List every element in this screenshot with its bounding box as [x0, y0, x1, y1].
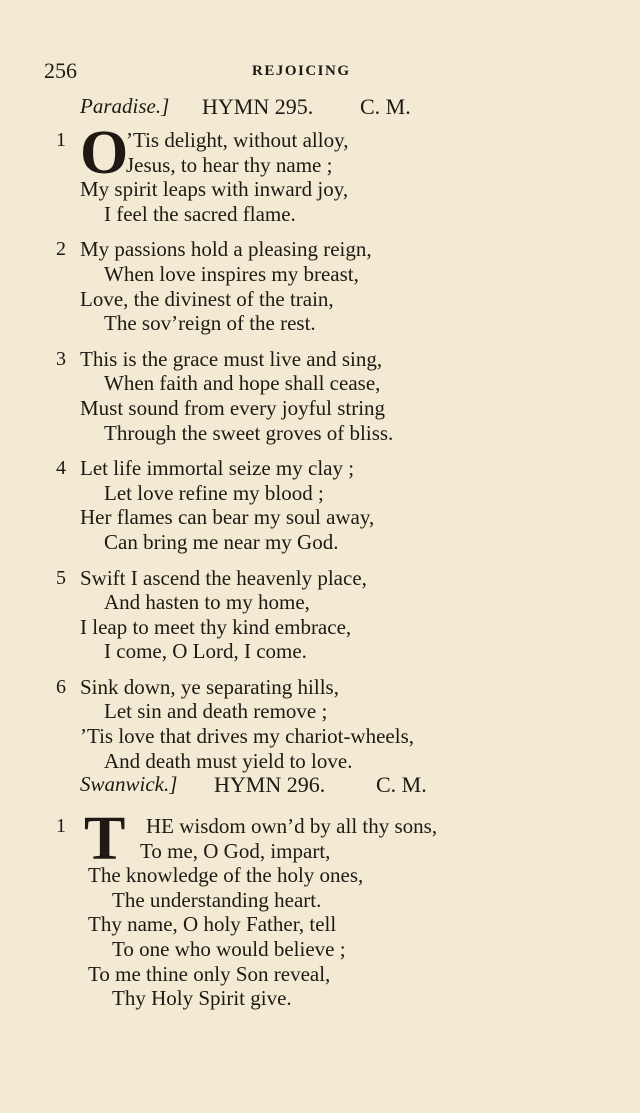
verse-line: The sov’reign of the rest. [104, 311, 316, 336]
stanza-number: 5 [56, 566, 66, 589]
verse-line: Sink down, ye separating hills, [80, 674, 339, 699]
verse-line: I leap to meet thy kind embrace, [80, 614, 352, 639]
verse-line: Let sin and death remove ; [104, 699, 328, 724]
verse-line: I feel the sacred flame. [104, 201, 296, 226]
stanza [0, 675, 640, 773]
verse-line: ’Tis delight, without alloy, [126, 128, 349, 152]
hymn-meter: C. M. [360, 94, 411, 119]
stanza-number: 2 [56, 238, 66, 261]
verse-line: Can bring me near my God. [104, 529, 339, 554]
stanza [0, 237, 640, 335]
stanza-number: 4 [56, 457, 66, 480]
stanza [0, 119, 640, 226]
verse-line: HE wisdom own’d by all thy sons, [146, 814, 438, 838]
hymn-number: HYMN 295. [202, 94, 314, 119]
verse-line: My spirit leaps with inward joy, [80, 177, 349, 202]
stanza [0, 347, 640, 445]
verse-line: My passions hold a pleasing reign, [80, 237, 372, 262]
verse-line: Love, the divinest of the train, [80, 286, 334, 311]
hymn-number: HYMN 296. [214, 772, 326, 797]
tune-name: Swanwick.] [80, 772, 178, 796]
verse-line: This is the grace must live and sing, [80, 346, 383, 371]
stanza-number: 1 [56, 129, 66, 151]
verse-line: Thy name, O holy Father, tell [88, 912, 337, 937]
verse-line: To me, O God, impart, [140, 838, 331, 863]
verse-line: Her flames can bear my soul away, [80, 505, 375, 530]
verse-line: And death must yield to love. [104, 748, 353, 773]
stanza-number: 1 [56, 815, 66, 837]
verse-line: Must sound from every joyful string [80, 395, 386, 420]
verse-line: Let life immortal seize my clay ; [80, 456, 355, 481]
hymn-296 [0, 772, 640, 1022]
stanza [0, 805, 640, 1011]
page-number: 256 [44, 58, 77, 83]
hymn-meter: C. M. [376, 772, 427, 797]
verse-line: ’Tis love that drives my chariot-wheels, [80, 724, 415, 749]
stanza-number: 3 [56, 347, 66, 370]
drop-cap: O [80, 119, 129, 187]
verse-line: The understanding heart. [112, 887, 322, 912]
verse-line: Jesus, to hear thy name ; [126, 152, 333, 177]
drop-cap: T [84, 805, 126, 873]
tune-name: Paradise.] [80, 94, 170, 118]
verse-line: When faith and hope shall cease, [104, 371, 381, 396]
verse-line: I come, O Lord, I come. [104, 639, 307, 664]
running-head [0, 58, 640, 84]
stanza [0, 566, 640, 664]
verse-line: Through the sweet groves of bliss. [104, 420, 394, 445]
verse-line: The knowledge of the holy ones, [88, 863, 364, 888]
verse-line: Let love refine my blood ; [104, 480, 324, 505]
verse-line: And hasten to my home, [104, 590, 310, 615]
verse-line: When love inspires my breast, [104, 261, 359, 286]
verse-line: To one who would believe ; [112, 936, 346, 961]
verse-line: To me thine only Son reveal, [88, 961, 331, 986]
stanza [0, 456, 640, 554]
section-title: REJOICING [252, 63, 351, 79]
verse-line: Thy Holy Spirit give. [112, 986, 292, 1011]
verse-line: Swift I ascend the heavenly place, [80, 565, 367, 590]
stanza-number: 6 [56, 675, 66, 698]
hymn-295 [0, 94, 640, 784]
